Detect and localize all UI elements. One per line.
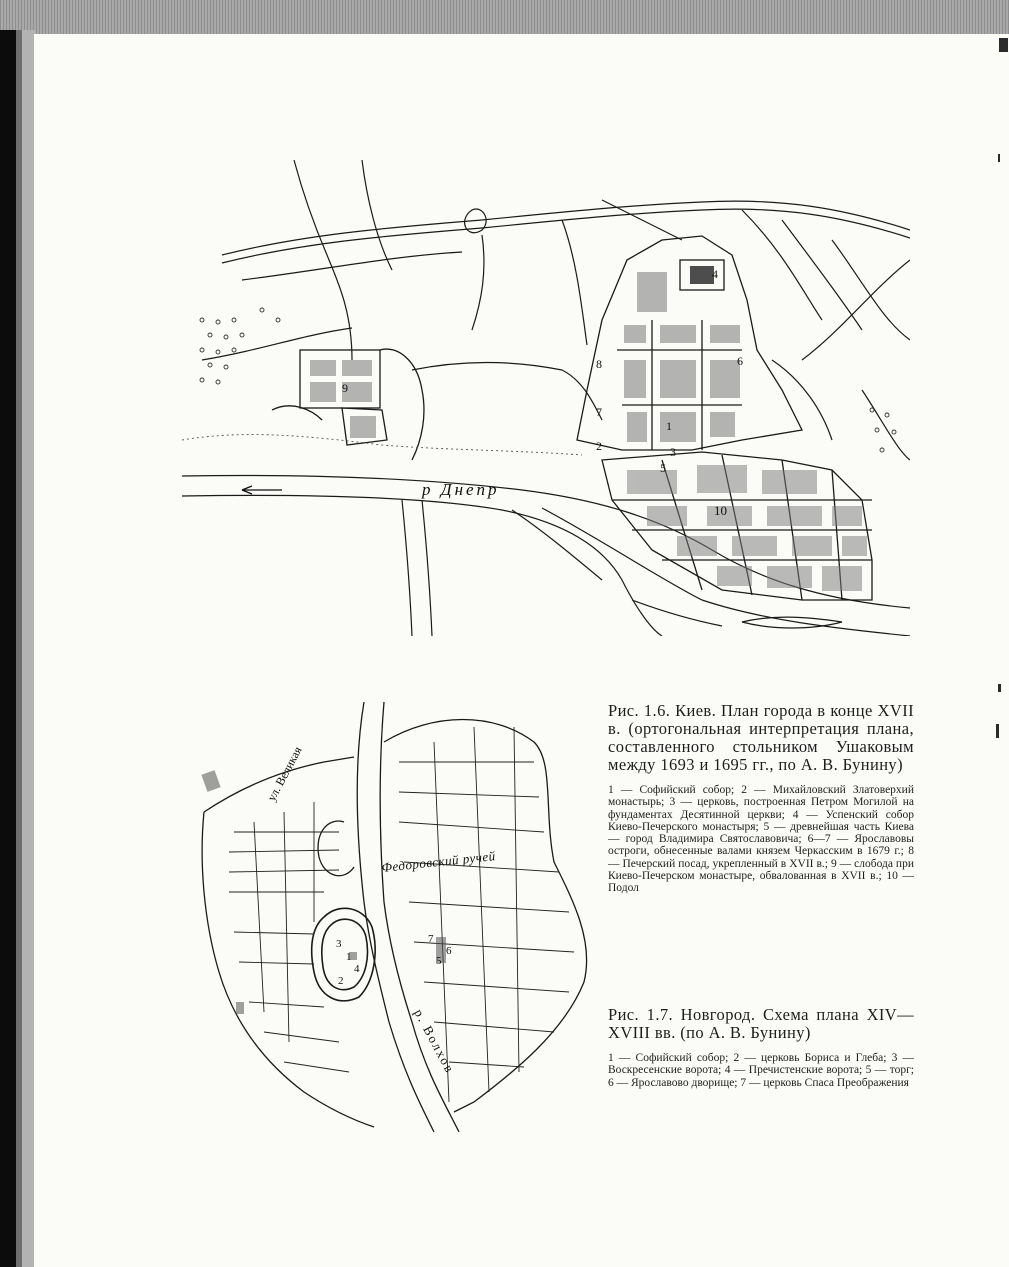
map-label-7: 7 xyxy=(596,405,602,419)
book-spine-shadow xyxy=(0,30,36,1267)
figure-1-7-legend: 1 — Софийский собор; 2 — церковь Бориса и Глеба; 3 — Воскресенские ворота; 4 — Пречистенские ворота; 5 — торг; 6 — Ярославово дворище; 7 — церковь Спаса Преображения xyxy=(608,1052,914,1089)
figure-1-7-title: Рис. 1.7. Новгород. Схема плана XIV—XVIII вв. (по А. В. Бунину) xyxy=(608,1005,914,1042)
edge-mark xyxy=(998,154,1000,162)
map-label-8: 8 xyxy=(596,357,602,371)
map-label-6: 6 xyxy=(737,354,743,368)
figure-1-6-title: Рис. 1.6. Киев. План города в конце XVII в. (ортогональная интерпретация плана, составленного стольником Ушаковым между 1693 и 1695 гг., по А. В. Бунину) xyxy=(608,701,914,774)
street-label: ул. Великая xyxy=(264,744,305,804)
map-label-2: 2 xyxy=(596,439,602,453)
map-label-3: 3 xyxy=(336,938,342,950)
book-page xyxy=(34,34,1009,1267)
map-label-5: 5 xyxy=(436,955,442,967)
kiev-city-plan-map xyxy=(182,160,910,636)
dnieper-river-label: р Днепр xyxy=(422,480,500,499)
map-label-7: 7 xyxy=(428,933,434,945)
map-label-9: 9 xyxy=(342,381,348,395)
edge-mark xyxy=(996,724,999,738)
map-label-3: 3 xyxy=(670,445,676,459)
northern-road xyxy=(222,201,910,255)
map-label-5: 5 xyxy=(660,461,666,475)
map-label-1: 1 xyxy=(346,951,352,963)
figure-1-6-caption xyxy=(608,702,914,895)
map-label-4: 4 xyxy=(354,963,360,975)
stream-label: Федоровский ручей xyxy=(380,848,497,875)
map-label-4: 4 xyxy=(712,267,718,281)
figure-1-7-caption xyxy=(608,1006,914,1089)
edge-mark xyxy=(999,38,1008,52)
map-label-2: 2 xyxy=(338,975,344,987)
volkhov-river-label: р. Волхов xyxy=(411,1006,458,1077)
volkhov-river-bank xyxy=(357,702,434,1132)
figure-1-6-legend: 1 — Софийский собор; 2 — Михайловский Златоверхий монастырь; 3 — церковь, построенная Петром Могилой на фундаментах Десятинной церкви; 4 — Успенский собор Киево-Печерского монастыря; 5 — древнейшая часть Киева — город Владимира Святославовича; 6—7 — Ярославовы остроги, обнесенные валами князем Черкасским в 1679 г.; 8 — Печерский посад, укрепленный в XVII в.; 9 — слобода при Киево-Печерском монастыре, обвалованная в XVII в.; 10 — Подол xyxy=(608,784,914,895)
map-label-10: 10 xyxy=(714,503,727,518)
novgorod-city-plan-map xyxy=(174,702,594,1132)
map-label-6: 6 xyxy=(446,945,452,957)
edge-mark xyxy=(998,684,1001,692)
map-label-1: 1 xyxy=(666,419,672,433)
